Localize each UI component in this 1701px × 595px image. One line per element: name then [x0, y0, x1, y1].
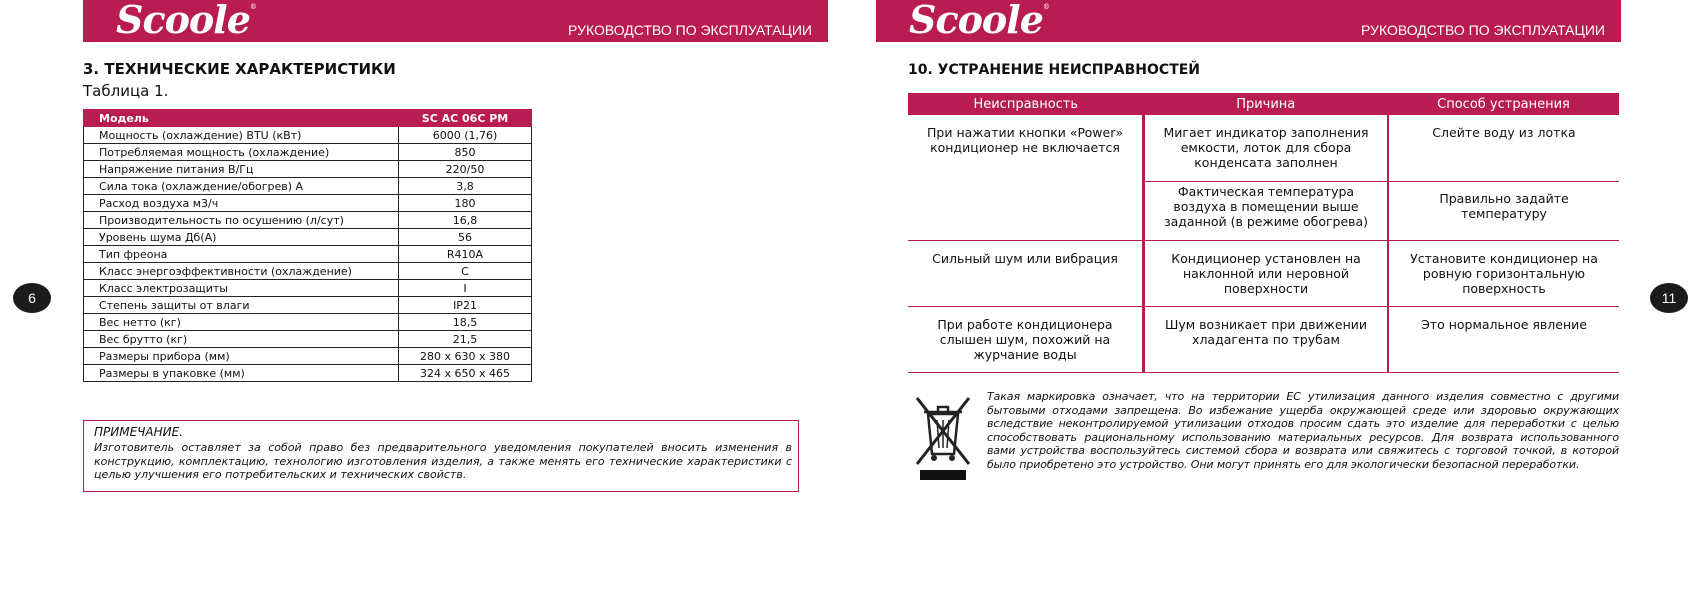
- problem-cell: При нажатии кнопки «Power» кондиционер не включается: [908, 115, 1144, 241]
- table-row: [908, 307, 1619, 373]
- spec-value: R410A: [399, 246, 532, 263]
- specs-header-row: [84, 110, 532, 127]
- troubleshooting-table: [908, 93, 1619, 373]
- table-row: [84, 229, 532, 246]
- problem-cell: При работе кондиционера слышен шум, похожий на журчание воды: [908, 307, 1144, 373]
- manual-title: РУКОВОДСТВО ПО ЭКСПЛУАТАЦИИ: [568, 22, 812, 38]
- specs-header-label: Модель: [84, 110, 399, 127]
- spec-label: Вес брутто (кг): [84, 331, 399, 348]
- spec-label: Напряжение питания В/Гц: [84, 161, 399, 178]
- cause-cell: Шум возникает при движении хладагента по трубам: [1144, 307, 1389, 373]
- table-row: [84, 195, 532, 212]
- table-row: [84, 365, 532, 382]
- spec-label: Мощность (охлаждение) BTU (кВт): [84, 127, 399, 144]
- table-row: [84, 161, 532, 178]
- header-right: [876, 0, 1621, 42]
- cause-cell: Кондиционер установлен на наклонной или неровной поверхности: [1144, 241, 1389, 307]
- spec-value: C: [399, 263, 532, 280]
- table-row: [84, 178, 532, 195]
- specs-table: [83, 109, 532, 382]
- header-cause: Причина: [1144, 93, 1389, 115]
- brand-logo: Scoole®: [909, 0, 1049, 42]
- specs-header-model: SC AC 06C PM: [399, 110, 532, 127]
- spec-label: Размеры прибора (мм): [84, 348, 399, 365]
- table-row: [908, 241, 1619, 307]
- troubleshooting-title: 10. УСТРАНЕНИЕ НЕИСПРАВНОСТЕЙ: [908, 62, 1201, 78]
- brand-logo: Scoole®: [116, 0, 256, 42]
- header-problem: Неисправность: [908, 93, 1144, 115]
- header-left: [83, 0, 828, 42]
- spec-value: 18,5: [399, 314, 532, 331]
- spec-label: Вес нетто (кг): [84, 314, 399, 331]
- table-row: [84, 263, 532, 280]
- table-row: [84, 314, 532, 331]
- spec-label: Класс электрозащиты: [84, 280, 399, 297]
- table-row: [84, 280, 532, 297]
- troubleshooting-header-row: [908, 93, 1619, 115]
- table-row: [84, 246, 532, 263]
- solution-cell: Установите кондиционер на ровную горизонтальную поверхность: [1388, 241, 1619, 307]
- spec-value: I: [399, 280, 532, 297]
- header-solution: Способ устранения: [1388, 93, 1619, 115]
- table-row: [84, 127, 532, 144]
- table-row: [84, 144, 532, 161]
- note-text: Изготовитель оставляет за собой право без предварительного уведомления покупателей вносить изменения в конструкцию, комплектацию, технологию изготовления изделия, а также менять его технические характеристики с целью улучшения его потребительских и технических свойств.: [94, 441, 792, 481]
- spec-value: 16,8: [399, 212, 532, 229]
- spec-value: 324 x 650 x 465: [399, 365, 532, 382]
- note-title: ПРИМЕЧАНИЕ.: [94, 425, 184, 439]
- weee-bin-icon: [912, 392, 974, 482]
- table-row: [908, 115, 1619, 182]
- spec-value: IP21: [399, 297, 532, 314]
- page-number-right: 11: [1650, 283, 1688, 313]
- page-number-left: 6: [13, 283, 51, 313]
- spec-label: Класс энергоэффективности (охлаждение): [84, 263, 399, 280]
- solution-cell: Это нормальное явление: [1388, 307, 1619, 373]
- table-row: [84, 212, 532, 229]
- spec-label: Производительность по осушению (л/сут): [84, 212, 399, 229]
- manual-title: РУКОВОДСТВО ПО ЭКСПЛУАТАЦИИ: [1361, 22, 1605, 38]
- spec-value: 220/50: [399, 161, 532, 178]
- spec-label: Расход воздуха м3/ч: [84, 195, 399, 212]
- spec-label: Размеры в упаковке (мм): [84, 365, 399, 382]
- table-caption: Таблица 1.: [83, 82, 169, 100]
- table-row: [84, 331, 532, 348]
- specs-title: 3. ТЕХНИЧЕСКИЕ ХАРАКТЕРИСТИКИ: [83, 60, 396, 78]
- spec-label: Сила тока (охлаждение/обогрев) А: [84, 178, 399, 195]
- spec-value: 21,5: [399, 331, 532, 348]
- spec-value: 6000 (1,76): [399, 127, 532, 144]
- cause-cell: Фактическая температура воздуха в помещении выше заданной (в режиме обогрева): [1144, 182, 1389, 241]
- cause-cell: Мигает индикатор заполнения емкости, лоток для сбора конденсата заполнен: [1144, 115, 1389, 182]
- spec-label: Потребляемая мощность (охлаждение): [84, 144, 399, 161]
- solution-cell: Правильно задайте температуру: [1388, 182, 1619, 241]
- spec-value: 56: [399, 229, 532, 246]
- spec-label: Степень защиты от влаги: [84, 297, 399, 314]
- spec-value: 180: [399, 195, 532, 212]
- weee-disposal-text: Такая маркировка означает, что на территории ЕС утилизация данного изделия совместно с другими бытовыми отходами запрещена. Во избежание ущерба окружающей среде или здоровью окружающих вследствие неконтролируемой утилизации отходов просим сдать это изделие для переработки с целью способствовать рациональному использованию материальных ресурсов. Для возврата использованного вами устройства воспользуйтесь системой сбора и возврата или свяжитесь с торговой точкой, в которой было приобретено это устройство. Они могут принять его для экологически безопасной переработки.: [987, 390, 1619, 471]
- spec-label: Уровень шума Дб(А): [84, 229, 399, 246]
- table-row: [84, 297, 532, 314]
- spec-label: Тип фреона: [84, 246, 399, 263]
- note-box: [83, 420, 799, 492]
- problem-cell: Сильный шум или вибрация: [908, 241, 1144, 307]
- spec-value: 850: [399, 144, 532, 161]
- solution-cell: Слейте воду из лотка: [1388, 115, 1619, 182]
- spec-value: 280 x 630 x 380: [399, 348, 532, 365]
- table-row: [84, 348, 532, 365]
- spec-value: 3,8: [399, 178, 532, 195]
